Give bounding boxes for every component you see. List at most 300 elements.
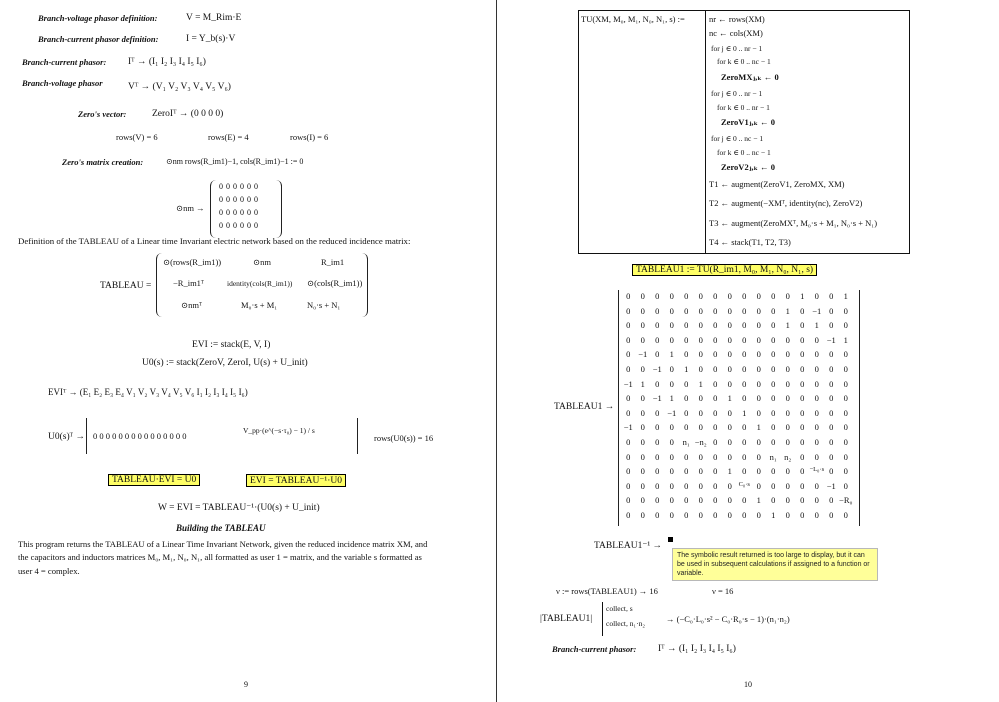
matrix-cell: 0: [727, 291, 732, 301]
matrix-cell: n₁: [682, 436, 690, 447]
matrix-cell: 0: [742, 466, 747, 477]
matrix-cell: 0: [814, 451, 819, 462]
matrix-cell: 0: [626, 407, 631, 418]
page-9: [0, 0, 496, 702]
matrix-cell: 0: [713, 291, 718, 301]
matrix-cell: 0: [829, 422, 834, 433]
paragraph-line: This program returns the TABLEAU of a Linear Time Invariant Network, given the reduced incidence matrix XM, and: [18, 539, 428, 549]
program-line: for k ∈ 0 .. nc − 1: [717, 148, 771, 157]
w-eq[interactable]: W = EVI = TABLEAU⁻¹·(U0(s) + U_init): [158, 503, 320, 513]
matrix-cell: 0: [684, 291, 689, 301]
matrix-cell: 0: [626, 466, 631, 477]
program-line: T3 ← augment(ZeroMXᵀ, M₀·s + M₁, N₀·s + N₁): [709, 218, 878, 228]
matrix-cell: 0: [727, 363, 732, 374]
matrix-cell: 0: [800, 495, 805, 506]
matrix-cell: 0: [785, 509, 790, 520]
matrix-cell: 0: [684, 349, 689, 360]
matrix-cell: 0: [655, 495, 660, 506]
matrix-cell: 1: [814, 320, 819, 331]
matrix-cell: −1: [623, 422, 633, 433]
matrix-cell: 0: [771, 291, 776, 301]
program-separator: [705, 11, 706, 253]
tableau-cell: ⊙(rows(R_im1)): [163, 257, 222, 267]
matrix-cell: 0: [698, 480, 703, 491]
matrix-cell: 0: [814, 436, 819, 447]
matrix-cell: 0: [756, 466, 761, 477]
matrix-cell: 0: [843, 451, 848, 462]
matrix-cell: 0: [800, 436, 805, 447]
matrix-cell: 0: [829, 349, 834, 360]
matrix-cell: 1: [727, 466, 732, 477]
matrix-cell: 0: [626, 495, 631, 506]
matrix-cell: 0: [626, 349, 631, 360]
tableau-label: TABLEAU =: [100, 281, 152, 291]
matrix-cell: 0: [742, 349, 747, 360]
matrix-cell: 0: [684, 305, 689, 316]
det-op: collect, n₁·n₂: [606, 619, 645, 628]
program-line: T1 ← augment(ZeroV1, ZeroMX, XM): [709, 179, 845, 189]
matrix-cell: 0: [843, 407, 848, 418]
matrix-cell: 0: [698, 291, 703, 301]
inverse-label: TABLEAU1⁻¹ →: [594, 541, 663, 551]
matrix-cell: 0: [640, 393, 645, 404]
tableau-cell: −R_im1ᵀ: [173, 278, 205, 288]
zero-matrix-row: 0 0 0 0 0 0: [219, 221, 259, 230]
matrix-cell: 0: [669, 363, 674, 374]
matrix-cell: 0: [756, 363, 761, 374]
matrix-cell: 0: [684, 480, 689, 491]
matrix-cell: 0: [713, 509, 718, 520]
matrix-cell: 0: [727, 422, 732, 433]
matrix-cell: 0: [785, 407, 790, 418]
matrix-cell: 0: [684, 334, 689, 345]
zero-matrix-label: Zero's matrix creation:: [62, 157, 144, 167]
matrix-cell: 0: [785, 349, 790, 360]
matrix-cell: 0: [684, 466, 689, 477]
matrix-cell: 0: [829, 495, 834, 506]
matrix-cell: 0: [640, 363, 645, 374]
page-number: 10: [744, 680, 752, 689]
matrix-cell: 0: [785, 291, 790, 301]
matrix-cell: 0: [655, 349, 660, 360]
matrix-cell: 0: [713, 378, 718, 389]
matrix-cell: 1: [800, 291, 805, 301]
program-line: for j ∈ 0 .. nr − 1: [711, 44, 763, 53]
matrix-cell: 1: [684, 363, 689, 374]
matrix-cell: 0: [684, 509, 689, 520]
u0-t-last: V_pp·(e^(−s·τ₀) − 1) / s: [243, 426, 315, 435]
matrix-cell: 0: [800, 320, 805, 331]
program-line: for k ∈ 0 .. nr − 1: [717, 103, 770, 112]
matrix-cell: 1: [771, 509, 776, 520]
program-line: T2 ← augment(−XMᵀ, identity(nc), ZeroV2): [709, 198, 863, 208]
matrix-cell: n₁: [769, 451, 777, 462]
matrix-cell: 0: [756, 334, 761, 345]
matrix-cell: 1: [785, 305, 790, 316]
u0-t-prefix: U0(s)ᵀ →: [48, 432, 85, 442]
matrix-cell: 0: [713, 320, 718, 331]
matrix-cell: 1: [727, 393, 732, 404]
matrix-cell: −L₀·s: [809, 466, 825, 474]
matrix-cell: 0: [756, 451, 761, 462]
matrix-cell: 0: [713, 393, 718, 404]
matrix-cell: 0: [785, 422, 790, 433]
rows-i[interactable]: rows(I) = 6: [290, 132, 329, 142]
matrix-cell: 0: [669, 436, 674, 447]
matrix-cell: 0: [814, 334, 819, 345]
matrix-cell: 0: [829, 363, 834, 374]
matrix-cell: 0: [698, 349, 703, 360]
matrix-cell: 0: [785, 393, 790, 404]
nu-val[interactable]: ν = 16: [712, 586, 734, 596]
matrix-cell: 0: [640, 305, 645, 316]
matrix-cell: 0: [742, 509, 747, 520]
matrix-cell: 0: [626, 480, 631, 491]
matrix-cell: 0: [756, 436, 761, 447]
matrix-cell: 0: [698, 305, 703, 316]
zero-matrix-result-prefix: ⊙nm →: [176, 203, 205, 213]
matrix-cell: 0: [771, 349, 776, 360]
matrix-cell: 0: [669, 495, 674, 506]
matrix-cell: −1: [638, 349, 648, 360]
matrix-cell: 0: [640, 451, 645, 462]
u0-t-vector[interactable]: [86, 418, 358, 454]
matrix-cell: 0: [669, 451, 674, 462]
matrix-cell: 0: [698, 363, 703, 374]
matrix-cell: 0: [640, 320, 645, 331]
matrix-cell: 0: [698, 407, 703, 418]
matrix-cell: 0: [800, 422, 805, 433]
matrix-cell: 0: [655, 422, 660, 433]
matrix-cell: 0: [727, 407, 732, 418]
matrix-cell: 0: [713, 349, 718, 360]
matrix-cell: 0: [684, 378, 689, 389]
matrix-cell: 0: [727, 495, 732, 506]
matrix-cell: 0: [814, 422, 819, 433]
matrix-cell: 0: [640, 509, 645, 520]
matrix-cell: 0: [843, 436, 848, 447]
matrix-cell: −1: [652, 393, 662, 404]
matrix-cell: 0: [684, 407, 689, 418]
matrix-cell: 0: [771, 334, 776, 345]
matrix-cell: 0: [843, 378, 848, 389]
matrix-cell: 0: [771, 422, 776, 433]
matrix-cell: 0: [713, 466, 718, 477]
branch-current-label: Branch-current phasor:: [22, 57, 107, 67]
matrix-cell: 0: [640, 436, 645, 447]
matrix-cell: 0: [698, 422, 703, 433]
matrix-cell: 0: [800, 451, 805, 462]
program-line: ZeroV1ⱼ,ₖ ← 0: [721, 117, 775, 127]
matrix-cell: 0: [814, 291, 819, 301]
page-number: 9: [244, 680, 248, 689]
matrix-cell: 0: [814, 393, 819, 404]
matrix-cell: 0: [829, 466, 834, 477]
page-10: [500, 0, 999, 702]
matrix-cell: 0: [727, 509, 732, 520]
tableau-cell: ⊙nm: [253, 257, 271, 267]
matrix-cell: 0: [698, 466, 703, 477]
tableau1-def[interactable]: TABLEAU1 := TU(R_im1, M₀, M₁, N₀, N₁, s): [632, 264, 817, 276]
matrix-cell: 0: [713, 407, 718, 418]
matrix-cell: 0: [640, 466, 645, 477]
matrix-cell: 0: [814, 407, 819, 418]
matrix-cell: 0: [684, 495, 689, 506]
matrix-cell: 0: [655, 334, 660, 345]
matrix-cell: 0: [655, 291, 660, 301]
det-operator-bar: [602, 602, 603, 636]
matrix-cell: n₂: [784, 451, 792, 462]
program-line: T4 ← stack(T1, T2, T3): [709, 237, 791, 247]
matrix-cell: 0: [742, 334, 747, 345]
branch-voltage-label: Branch-voltage phasor: [22, 78, 103, 88]
matrix-cell: 0: [684, 393, 689, 404]
zero-matrix-def[interactable]: ⊙nm rows(R_im1)−1, cols(R_im1)−1 := 0: [166, 157, 304, 166]
branch-current-eq[interactable]: Iᵀ → (I₁ I₂ I₃ I₄ I₅ I₆): [658, 644, 736, 654]
matrix-cell: 0: [785, 495, 790, 506]
tableau1-matrix[interactable]: [618, 290, 860, 526]
matrix-cell: 0: [800, 305, 805, 316]
matrix-cell: 0: [756, 320, 761, 331]
matrix-cell: 0: [843, 509, 848, 520]
det-op: collect, s: [606, 604, 633, 613]
matrix-cell: 0: [626, 291, 631, 301]
matrix-cell: 0: [785, 480, 790, 491]
matrix-cell: 0: [626, 509, 631, 520]
u0-def[interactable]: U0(s) := stack(ZeroV, ZeroI, U(s) + U_init): [142, 358, 308, 368]
matrix-cell: 0: [800, 466, 805, 477]
matrix-cell: 0: [800, 349, 805, 360]
matrix-cell: −R₀: [839, 495, 853, 506]
tableau1-label: TABLEAU1 →: [554, 402, 615, 412]
matrix-cell: 0: [843, 349, 848, 360]
matrix-cell: −1: [623, 378, 633, 389]
matrix-cell: 0: [669, 422, 674, 433]
matrix-cell: 1: [843, 291, 848, 301]
matrix-cell: −1: [667, 407, 677, 418]
tableau-cell: ⊙(cols(R_im1)): [307, 278, 363, 288]
evi-def[interactable]: EVI := stack(E, V, I): [192, 340, 271, 350]
matrix-cell: 0: [742, 451, 747, 462]
program-line: nc ← cols(XM): [709, 28, 763, 38]
program-line: for k ∈ 0 .. nc − 1: [717, 57, 771, 66]
nu-def[interactable]: ν := rows(TABLEAU1) → 16: [556, 586, 658, 596]
matrix-cell: 0: [713, 422, 718, 433]
tableau-matrix[interactable]: [156, 253, 368, 317]
branch-voltage-eq[interactable]: Vᵀ → (V₁ V₂ V₃ V₄ V₅ V₆): [128, 82, 231, 92]
matrix-cell: 0: [829, 451, 834, 462]
matrix-cell: 0: [843, 480, 848, 491]
matrix-cell: 0: [742, 393, 747, 404]
matrix-cell: 0: [655, 451, 660, 462]
matrix-cell: 0: [727, 334, 732, 345]
building-title: Building the TABLEAU: [176, 523, 266, 533]
matrix-cell: 0: [713, 480, 718, 491]
matrix-cell: 0: [800, 480, 805, 491]
branch-current-label: Branch-current phasor:: [552, 644, 637, 654]
tableau-cell: N₀·s + N₁: [307, 300, 341, 310]
matrix-cell: 0: [771, 363, 776, 374]
matrix-cell: 0: [756, 349, 761, 360]
matrix-cell: 0: [756, 378, 761, 389]
matrix-cell: 0: [727, 378, 732, 389]
matrix-cell: 0: [626, 393, 631, 404]
zero-matrix-row: 0 0 0 0 0 0: [219, 208, 259, 217]
matrix-cell: 0: [843, 466, 848, 477]
branch-current-def-label: Branch-current phasor definition:: [38, 34, 159, 44]
u0-t-zeros: 0 0 0 0 0 0 0 0 0 0 0 0 0 0 0: [93, 431, 187, 441]
matrix-cell: 0: [655, 320, 660, 331]
matrix-cell: 0: [669, 320, 674, 331]
zero-matrix-row: 0 0 0 0 0 0: [219, 182, 259, 191]
matrix-cell: 0: [756, 480, 761, 491]
matrix-cell: 0: [829, 378, 834, 389]
branch-current-eq[interactable]: Iᵀ → (I₁ I₂ I₃ I₄ I₅ I₆): [128, 57, 206, 67]
tableau-cell: R_im1: [321, 257, 345, 267]
matrix-cell: 0: [742, 320, 747, 331]
program-box[interactable]: [578, 10, 910, 254]
matrix-cell: 0: [727, 480, 732, 491]
matrix-cell: 0: [771, 320, 776, 331]
matrix-cell: 0: [640, 407, 645, 418]
tableau-intro: Definition of the TABLEAU of a Linear time Invariant electric network based on the reduced incidence matrix:: [18, 236, 411, 246]
matrix-cell: 0: [800, 509, 805, 520]
matrix-cell: 0: [698, 509, 703, 520]
branch-current-def-eq[interactable]: I = Y_b(s)·V: [186, 34, 236, 44]
matrix-cell: 1: [669, 393, 674, 404]
program-line: nr ← rows(XM): [709, 14, 765, 24]
det-result[interactable]: → (−C₀·L₀·s² − C₀·R₀·s − 1)·(n₁·n₂): [666, 614, 790, 624]
rows-u0[interactable]: rows(U0(s)) = 16: [374, 433, 434, 443]
matrix-cell: 0: [756, 393, 761, 404]
symbolic-result-tooltip: The symbolic result returned is too large to display, but it can be used in subsequent calculations if assigned to a function or variable.: [672, 548, 878, 581]
matrix-cell: 0: [655, 466, 660, 477]
matrix-cell: 0: [843, 393, 848, 404]
matrix-cell: 1: [843, 334, 848, 345]
matrix-cell: 0: [800, 393, 805, 404]
matrix-cell: 0: [756, 291, 761, 301]
paragraph-line: user 4 = complex.: [18, 566, 80, 576]
branch-voltage-def-label: Branch-voltage phasor definition:: [38, 13, 158, 23]
matrix-cell: 0: [713, 436, 718, 447]
matrix-cell: 0: [814, 480, 819, 491]
matrix-cell: 0: [655, 305, 660, 316]
matrix-cell: 0: [640, 422, 645, 433]
program-line: ZeroV2ⱼ,ₖ ← 0: [721, 162, 775, 172]
zero-matrix-row: 0 0 0 0 0 0: [219, 195, 259, 204]
matrix-cell: 0: [640, 334, 645, 345]
matrix-cell: 0: [655, 436, 660, 447]
matrix-cell: 0: [655, 509, 660, 520]
highlight-eq-2[interactable]: EVI = TABLEAU⁻¹·U0: [246, 474, 346, 487]
matrix-cell: 0: [626, 305, 631, 316]
zero-vector-eq[interactable]: ZeroIᵀ → (0 0 0 0): [152, 109, 224, 119]
matrix-cell: 0: [640, 291, 645, 301]
matrix-cell: 0: [727, 451, 732, 462]
matrix-cell: 0: [829, 509, 834, 520]
zero-matrix[interactable]: [210, 180, 282, 238]
tableau-cell: ⊙nmᵀ: [181, 300, 203, 310]
matrix-cell: 0: [655, 480, 660, 491]
matrix-cell: 0: [814, 378, 819, 389]
matrix-cell: 0: [843, 305, 848, 316]
matrix-cell: 0: [843, 363, 848, 374]
matrix-cell: 0: [771, 305, 776, 316]
matrix-cell: −1: [826, 334, 836, 345]
matrix-cell: 0: [829, 320, 834, 331]
matrix-cell: 0: [640, 495, 645, 506]
matrix-cell: 0: [814, 349, 819, 360]
matrix-cell: 0: [771, 393, 776, 404]
matrix-cell: 1: [640, 378, 645, 389]
matrix-cell: 1: [742, 407, 747, 418]
evi-t[interactable]: EVIᵀ → (E₁ E₂ E₃ E₄ V₁ V₂ V₃ V₄ V₅ V₆ I₁ I₂ I₃ I₄ I₅ I₆): [48, 387, 248, 397]
matrix-cell: 0: [814, 363, 819, 374]
matrix-cell: 0: [669, 305, 674, 316]
matrix-cell: 0: [713, 495, 718, 506]
matrix-cell: 0: [814, 509, 819, 520]
branch-voltage-def-eq[interactable]: V = M_Rim·E: [186, 13, 242, 23]
matrix-cell: 0: [771, 378, 776, 389]
matrix-cell: 0: [640, 480, 645, 491]
matrix-cell: 0: [742, 291, 747, 301]
matrix-cell: 0: [669, 378, 674, 389]
matrix-cell: 0: [800, 378, 805, 389]
matrix-cell: 0: [669, 480, 674, 491]
matrix-cell: 0: [800, 363, 805, 374]
det-label: |TABLEAU1|: [540, 614, 593, 624]
matrix-cell: 0: [626, 334, 631, 345]
matrix-cell: −1: [812, 305, 822, 316]
matrix-cell: 0: [742, 363, 747, 374]
matrix-cell: 0: [698, 320, 703, 331]
tableau-cell: identity(cols(R_im1)): [227, 279, 293, 288]
matrix-cell: 0: [771, 495, 776, 506]
program-line: for j ∈ 0 .. nr − 1: [711, 89, 763, 98]
matrix-cell: 0: [756, 407, 761, 418]
matrix-cell: 0: [814, 495, 819, 506]
matrix-cell: 1: [756, 495, 761, 506]
matrix-cell: 0: [785, 334, 790, 345]
paragraph-line: the capacitors and inductors matrices M₀, M₁, N₀, N₁, all formatted as user 1 = matrix, and the variable s formatted as: [18, 552, 422, 562]
matrix-cell: 0: [626, 436, 631, 447]
matrix-cell: 1: [669, 349, 674, 360]
inverse-placeholder[interactable]: [668, 537, 673, 542]
tableau-cell: M₀·s + M₁: [241, 300, 278, 310]
matrix-cell: 0: [684, 320, 689, 331]
matrix-cell: 0: [713, 305, 718, 316]
matrix-cell: C₀·s: [738, 480, 750, 488]
matrix-cell: 0: [626, 363, 631, 374]
matrix-cell: 0: [829, 305, 834, 316]
matrix-cell: 0: [771, 466, 776, 477]
matrix-cell: 0: [655, 407, 660, 418]
rows-e[interactable]: rows(E) = 4: [208, 132, 249, 142]
matrix-cell: 0: [756, 305, 761, 316]
highlight-eq-1[interactable]: TABLEAU·EVI = U0: [108, 474, 200, 486]
matrix-cell: 0: [727, 305, 732, 316]
matrix-cell: 0: [698, 393, 703, 404]
program-header: TU(XM, M₀, M₁, N₀, N₁, s) :=: [581, 14, 685, 24]
matrix-cell: 1: [698, 378, 703, 389]
matrix-cell: 0: [655, 378, 660, 389]
matrix-cell: 0: [684, 451, 689, 462]
matrix-cell: 0: [785, 363, 790, 374]
matrix-cell: 0: [843, 320, 848, 331]
program-line: ZeroMXⱼ,ₖ ← 0: [721, 72, 779, 82]
matrix-cell: 0: [713, 363, 718, 374]
rows-v[interactable]: rows(V) = 6: [116, 132, 158, 142]
